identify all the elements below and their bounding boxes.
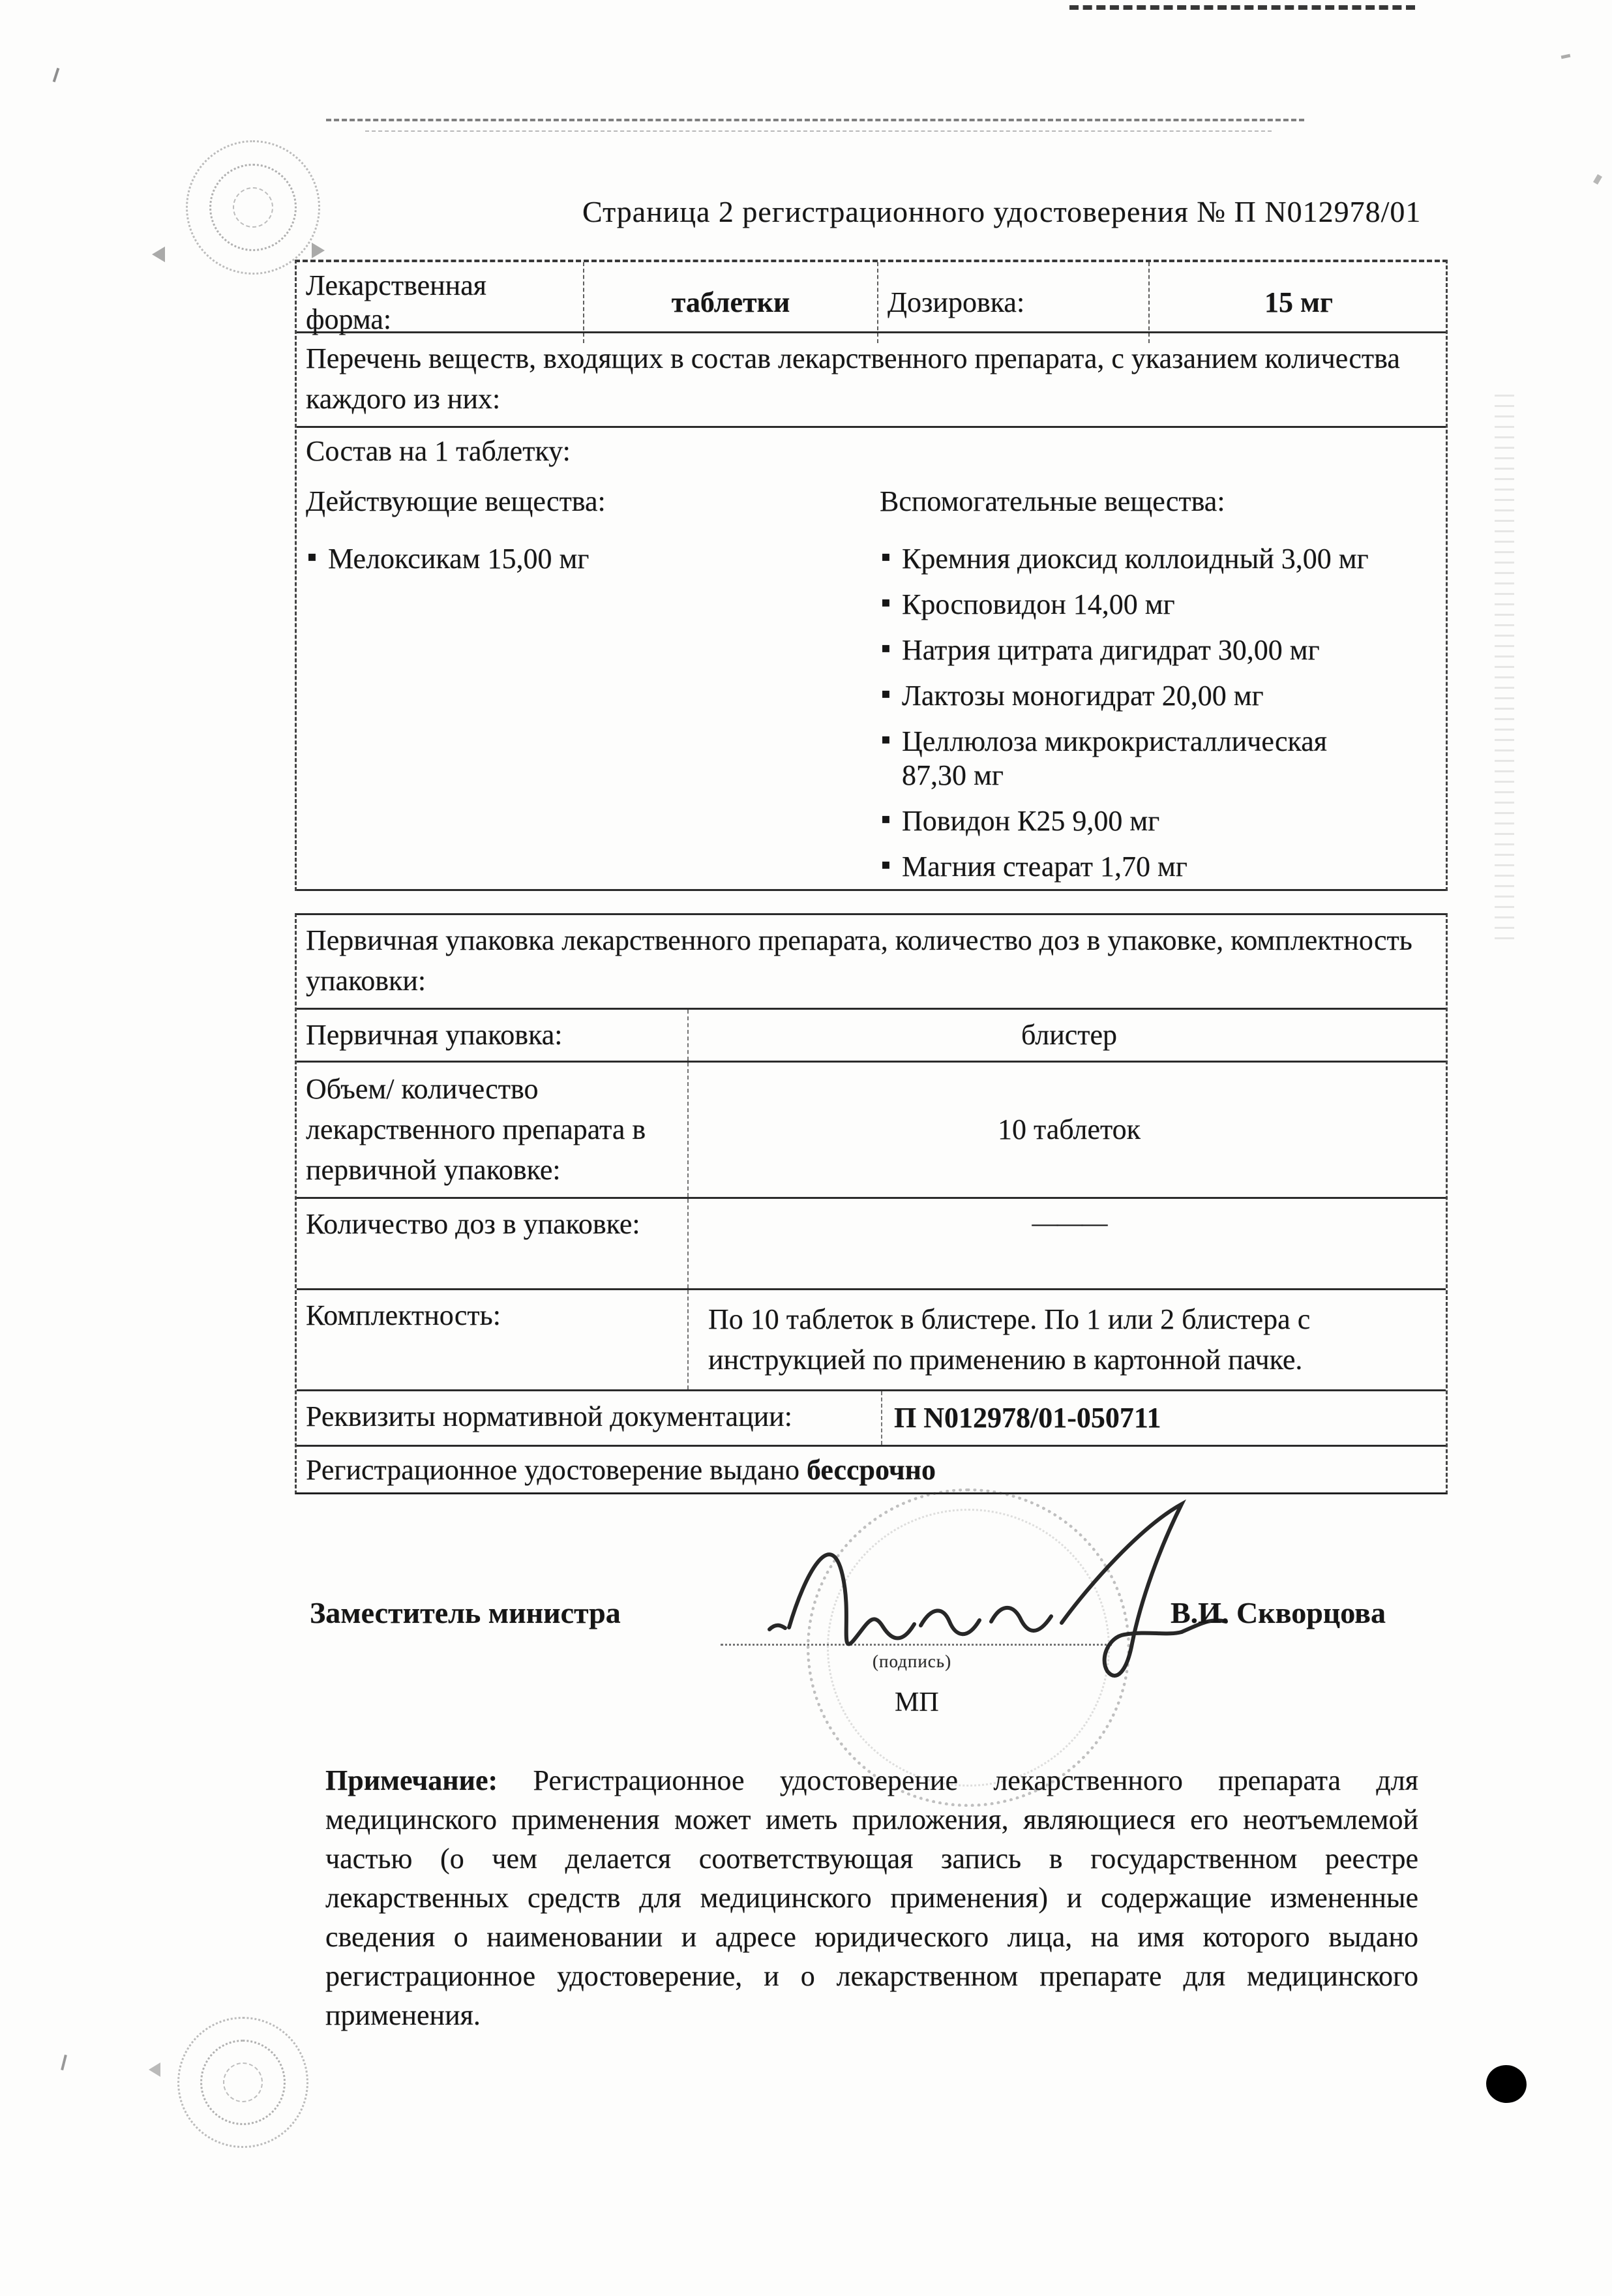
list-item xyxy=(880,588,1437,622)
validity-row xyxy=(297,1447,1446,1492)
volume-value: 10 таблеток xyxy=(687,1063,1450,1197)
table-row xyxy=(297,1391,1446,1447)
note-paragraph xyxy=(325,1761,1418,2035)
excipient: Магния стеарат 1,70 мг xyxy=(902,851,1187,883)
bullet-icon: ▪ xyxy=(881,594,891,611)
list-item xyxy=(306,542,880,576)
bullet-icon: ▪ xyxy=(881,640,891,656)
signature-caption: (подпись) xyxy=(873,1652,952,1671)
excipient: Повидон К25 9,00 мг xyxy=(902,805,1160,837)
scan-speck xyxy=(53,68,60,82)
bullet-icon: ▪ xyxy=(881,811,891,827)
scan-speck xyxy=(61,2055,67,2070)
primary-packaging-label: Первичная упаковка: xyxy=(306,1019,563,1051)
excipient: Лактозы моногидрат 20,00 мг xyxy=(902,680,1264,712)
dosage-form-row xyxy=(297,262,1446,333)
requisites-value: П N012978/01-050711 xyxy=(881,1391,1450,1445)
active-substance: Мелоксикам 15,00 мг xyxy=(328,543,590,575)
excipient: Кросповидон 14,00 мг xyxy=(902,588,1175,620)
scan-speck xyxy=(1561,54,1571,59)
watermark-rosette-top-left xyxy=(186,140,320,275)
excipients-header: Вспомогательные вещества: xyxy=(880,485,1225,517)
table-row xyxy=(297,1063,1446,1199)
validity-term: бессрочно xyxy=(806,1454,936,1486)
primary-packaging-value: блистер xyxy=(687,1010,1450,1061)
bullet-icon: ▪ xyxy=(881,856,891,873)
watermark-arrow-mark xyxy=(312,243,325,258)
dosage-form-value: таблетки xyxy=(583,262,877,343)
completeness-label: Комплектность: xyxy=(306,1299,501,1331)
watermark-rosette-core xyxy=(223,2062,263,2102)
validity-text: Регистрационное удостоверение выдано xyxy=(306,1454,807,1486)
list-item xyxy=(880,850,1437,884)
volume-label: Объем/ количество лекарственного препарата в первичной упаковке: xyxy=(306,1073,646,1186)
scan-edge-noise xyxy=(1495,391,1514,939)
active-substances-column xyxy=(306,485,880,896)
doses-per-pack-value xyxy=(687,1199,1450,1288)
signatory-name: В.И. Скворцова xyxy=(1171,1596,1386,1629)
watermark-arrow-mark xyxy=(149,2062,160,2077)
watermark-rosette-core xyxy=(233,187,274,228)
dosage-form-table xyxy=(295,260,1448,891)
watermark-arrow-mark xyxy=(152,247,165,262)
dosage-form-label: Лекарственная форма: xyxy=(306,269,486,335)
substances-intro: Перечень веществ, входящих в состав лекарственного препарата, с указанием количества каждого из них: xyxy=(297,333,1446,428)
scan-artifact-line xyxy=(326,119,1304,121)
active-substances-header: Действующие вещества: xyxy=(306,485,606,517)
list-item xyxy=(880,542,1437,576)
scan-artifact-line xyxy=(1069,5,1415,10)
watermark-rosette-ring xyxy=(209,164,297,251)
ink-blot xyxy=(1484,2062,1529,2106)
page-title: Страница 2 регистрационного удостоверения № П N012978/01 xyxy=(582,195,1422,228)
excipients-column xyxy=(880,485,1437,896)
note-label: Примечание: xyxy=(325,1764,498,1796)
completeness-value: По 10 таблеток в блистере. По 1 или 2 блистера с инструкцией по применению в картонной пачке. xyxy=(687,1290,1450,1389)
list-item xyxy=(880,725,1358,793)
requisites-label: Реквизиты нормативной документации: xyxy=(306,1400,792,1432)
signature-dotted-line xyxy=(721,1644,1112,1646)
excipient: Целлюлоза микрокристаллическая 87,30 мг xyxy=(902,725,1327,791)
scan-speck xyxy=(1593,174,1602,185)
dosage-label: Дозировка: xyxy=(877,262,1148,343)
empty-dash: ——— xyxy=(1032,1208,1107,1237)
list-item xyxy=(880,633,1437,667)
bullet-icon: ▪ xyxy=(881,686,891,702)
note-text: Регистрационное удостоверение лекарственного препарата для медицинского применения может иметь приложения, являющиеся его неотъемлемой частью (о чем делается соответствующая запись в государственном реестре лекарственных средств для медицинского применения) и содержащие измененные сведения о наименовании и адресе юридического лица, на имя которого выдано регистрационное удостоверение, и о лекарственном препарате для медицинского применения. xyxy=(325,1764,1418,2031)
excipient: Кремния диоксид коллоидный 3,00 мг xyxy=(902,543,1369,575)
watermark-rosette-ring xyxy=(200,2040,286,2125)
bullet-icon: ▪ xyxy=(881,549,891,565)
list-item xyxy=(880,804,1437,838)
list-item xyxy=(880,679,1437,713)
packaging-table xyxy=(295,913,1448,1494)
signatory-position: Заместитель министра xyxy=(310,1596,621,1629)
composition-section xyxy=(297,428,1446,891)
composition-title: Состав на 1 таблетку: xyxy=(306,435,571,467)
watermark-rosette-bottom-left xyxy=(177,2017,308,2148)
excipient: Натрия цитрата дигидрат 30,00 мг xyxy=(902,634,1320,666)
table-row xyxy=(297,1010,1446,1063)
composition-columns xyxy=(306,485,1437,896)
doses-per-pack-label: Количество доз в упаковке: xyxy=(306,1208,640,1240)
bullet-icon: ▪ xyxy=(307,549,317,565)
bullet-icon: ▪ xyxy=(881,731,891,748)
table-row xyxy=(297,1290,1446,1391)
dosage-value: 15 мг xyxy=(1148,262,1448,343)
scan-artifact-line xyxy=(365,130,1272,132)
packaging-heading: Первичная упаковка лекарственного препарата, количество доз в упаковке, комплектность упаковки: xyxy=(297,915,1446,1010)
seal-place-abbr: МП xyxy=(895,1687,939,1717)
table-row xyxy=(297,1199,1446,1290)
